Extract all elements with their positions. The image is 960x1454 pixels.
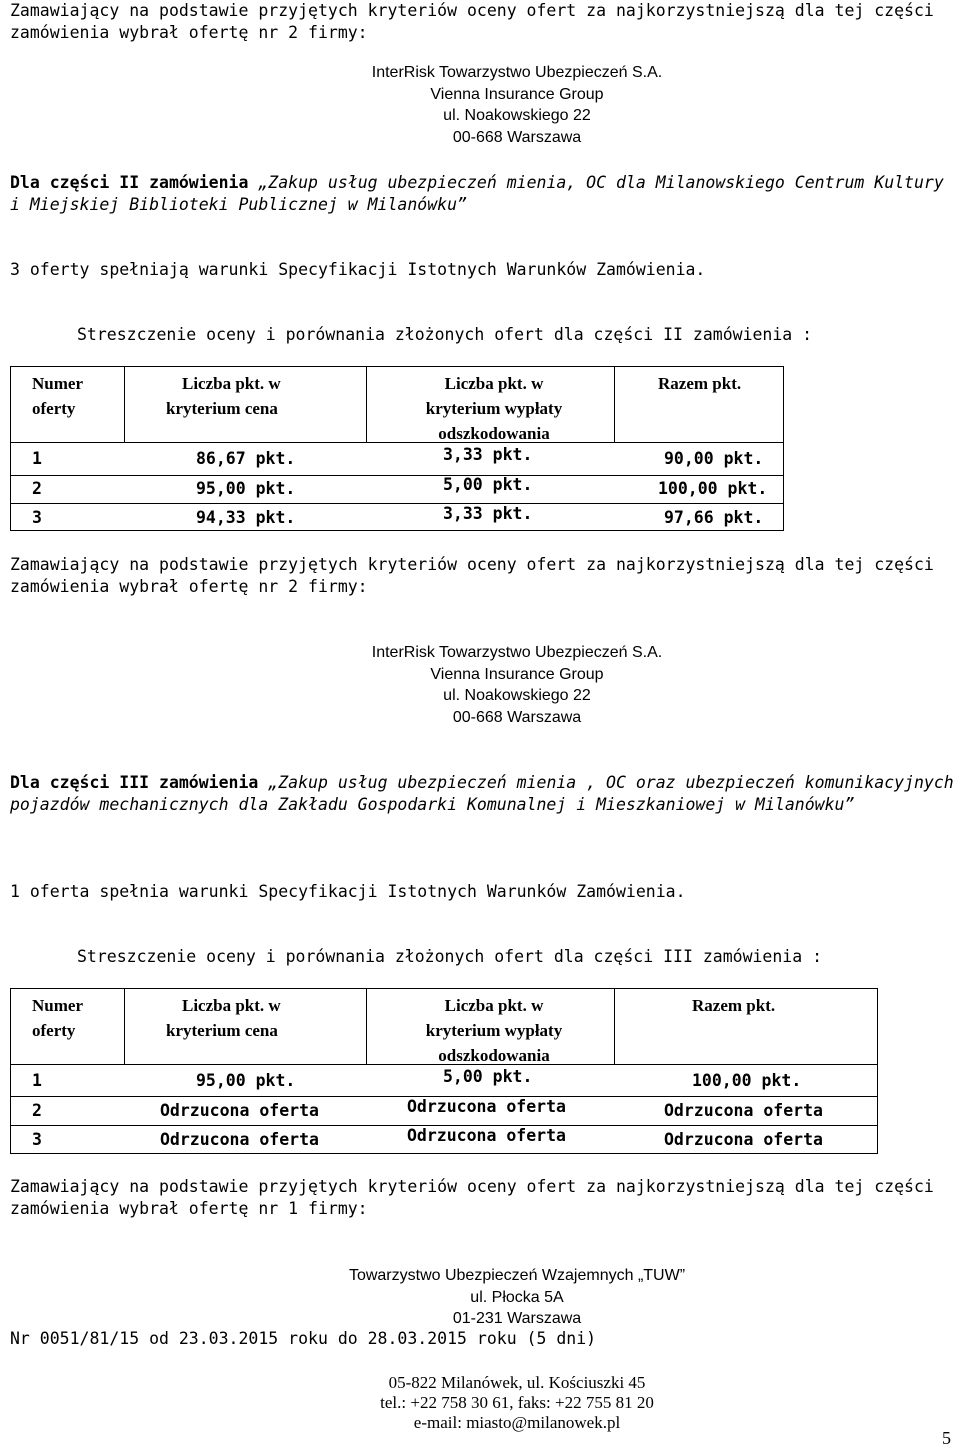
part3-decision-line-1: Zamawiający na podstawie przyjętych kryteriów oceny ofert za najkorzystniejszą dla tej części [10, 1177, 934, 1196]
part3-heading-line-1 [10, 772, 954, 793]
table-cell: 1 [32, 449, 42, 468]
company-block-1 [0, 62, 960, 148]
part2-offers-text: 3 oferty spełniają warunki Specyfikacji Istotnych Warunków Zamówienia. [10, 260, 706, 279]
table-cell: 100,00 pkt. [692, 1071, 802, 1090]
table-cell: 2 [32, 479, 42, 498]
intro-paragraph-line-2: zamówienia wybrał ofertę nr 2 firmy: [10, 23, 368, 42]
part3-heading-title-1: „Zakup usług ubezpieczeń mienia , OC oraz ubezpieczeń komunikacyjnych [268, 773, 954, 792]
part2-decision-line-2: zamówienia wybrał ofertę nr 2 firmy: [10, 577, 368, 596]
footer-phone: tel.: +22 758 30 61, faks: +22 755 81 20 [380, 1393, 654, 1412]
table-cell: 5,00 pkt. [443, 475, 533, 494]
part2-heading-title-1: „Zakup usług ubezpieczeń mienia, OC dla Milanowskiego Centrum Kultury [258, 173, 944, 192]
part2-heading-line-2: i Miejskiej Biblioteki Publicznej w Milanówku” [10, 195, 467, 214]
footer-email: e-mail: miasto@milanowek.pl [413, 1413, 621, 1432]
table-cell: 3,33 pkt. [443, 445, 533, 464]
part3-col-header-number: Numer oferty [32, 996, 83, 1040]
company-name: Towarzystwo Ubezpieczeń Wzajemnych „TUW” [348, 1267, 686, 1284]
table-cell: Odrzucona oferta [160, 1101, 319, 1120]
table-cell: 95,00 pkt. [196, 479, 296, 498]
table-cell: Odrzucona oferta [664, 1101, 823, 1120]
table-cell: 3 [32, 508, 42, 527]
table-cell: 100,00 pkt. [658, 479, 768, 498]
table-cell: 90,00 pkt. [664, 449, 764, 468]
company-street: ul. Noakowskiego 22 [443, 107, 591, 124]
part3-col-header-total: Razem pkt. [692, 996, 776, 1015]
company-group: Vienna Insurance Group [430, 665, 604, 683]
company-block-3 [0, 1265, 960, 1330]
intro-paragraph-line-1: Zamawiający na podstawie przyjętych kryteriów oceny ofert za najkorzystniejszą dla tej części [10, 1, 934, 20]
part3-col-header-price: Liczba pkt. w kryterium cena [166, 996, 281, 1040]
part2-col-header-total: Razem pkt. [658, 374, 742, 393]
part2-summary-title: Streszczenie oceny i porównania złożonych ofert dla części II zamówienia : [77, 325, 813, 344]
company-street: ul. Noakowskiego 22 [443, 687, 591, 704]
table-cell: 94,33 pkt. [196, 508, 296, 527]
part3-heading-line-2: pojazdów mechanicznych dla Zakładu Gospodarki Komunalnej i Mieszkaniowej w Milanówku” [10, 795, 855, 814]
page-number: 5 [942, 1428, 951, 1448]
part3-heading-bold: Dla części III zamówienia [10, 773, 259, 792]
company-block-2 [0, 642, 960, 728]
table-cell: Odrzucona oferta [407, 1126, 566, 1145]
footer-contact [0, 1373, 960, 1433]
company-street: ul. Płocka 5A [470, 1288, 564, 1306]
part3-summary-title: Streszczenie oceny i porównania złożonych ofert dla części III zamówienia : [77, 947, 823, 966]
table-cell: 2 [32, 1101, 42, 1120]
company-group: Vienna Insurance Group [430, 85, 604, 103]
table-cell: 86,67 pkt. [196, 449, 296, 468]
company-name: InterRisk Towarzystwo Ubezpieczeń S.A. [371, 64, 663, 81]
table-cell: Odrzucona oferta [160, 1130, 319, 1149]
company-name: InterRisk Towarzystwo Ubezpieczeń S.A. [371, 644, 663, 661]
part2-heading-line-1 [10, 172, 944, 193]
part2-col-header-compensation: Liczba pkt. w kryterium wypłaty odszkodowania [425, 374, 563, 443]
part2-decision-line-1: Zamawiający na podstawie przyjętych kryteriów oceny ofert za najkorzystniejszą dla tej części [10, 555, 934, 574]
document-number: Nr 0051/81/15 od 23.03.2015 roku do 28.03.2015 roku (5 dni) [10, 1329, 597, 1348]
table-cell: 5,00 pkt. [443, 1067, 533, 1086]
table-cell: 97,66 pkt. [664, 508, 764, 527]
part3-decision-line-2: zamówienia wybrał ofertę nr 1 firmy: [10, 1199, 368, 1218]
table-cell: Odrzucona oferta [664, 1130, 823, 1149]
footer-address: 05-822 Milanówek, ul. Kościuszki 45 [388, 1373, 646, 1392]
company-city: 01-231 Warszawa [452, 1310, 582, 1327]
table-cell: 3,33 pkt. [443, 504, 533, 523]
part3-offers-text: 1 oferta spełnia warunki Specyfikacji Istotnych Warunków Zamówienia. [10, 882, 686, 901]
company-city: 00-668 Warszawa [452, 128, 582, 146]
part2-col-header-price: Liczba pkt. w kryterium cena [166, 374, 281, 418]
table-cell: Odrzucona oferta [407, 1097, 566, 1116]
table-cell: 1 [32, 1071, 42, 1090]
table-cell: 3 [32, 1130, 42, 1149]
part2-col-header-number: Numer oferty [32, 374, 83, 418]
part3-col-header-compensation: Liczba pkt. w kryterium wypłaty odszkodowania [425, 996, 563, 1065]
table-cell: 95,00 pkt. [196, 1071, 296, 1090]
company-city: 00-668 Warszawa [452, 708, 582, 726]
part2-heading-bold: Dla części II zamówienia [10, 173, 249, 192]
